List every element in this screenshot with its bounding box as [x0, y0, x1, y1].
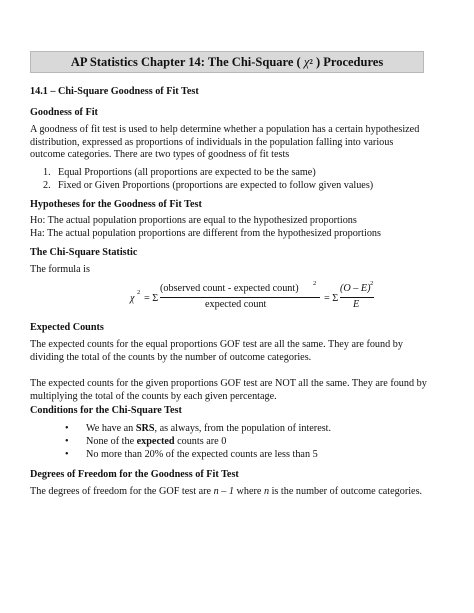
paragraph-line: The expected counts for the given proportions GOF test are NOT all the same. They are found by — [30, 378, 427, 389]
condition-emphasis: SRS — [135, 423, 155, 434]
formula-chi: χ — [130, 293, 135, 304]
formula-denominator-2: E — [353, 299, 360, 310]
chi-square-formula — [130, 280, 374, 322]
paragraph-line: distribution, expressed as proportions of individuals in the population falling into various — [30, 136, 394, 148]
formula-sum-2: = Σ — [324, 293, 339, 304]
expected-counts-heading: Expected Counts — [30, 322, 104, 333]
formula-intro: The formula is — [30, 264, 90, 275]
formula-numerator-1: (observed count - expected count) — [160, 283, 299, 294]
goodness-of-fit-heading: Goodness of Fit — [30, 107, 98, 118]
hypotheses-heading: Hypotheses for the Goodness of Fit Test — [30, 199, 202, 210]
degrees-of-freedom-text — [30, 486, 440, 499]
alternative-hypothesis: Ha: The actual population proportions are different from the hypothesized proportions — [30, 228, 381, 239]
bullet-icon: • — [65, 449, 69, 460]
formula-numerator-1-exponent: 2 — [313, 280, 317, 287]
bullet-icon: • — [65, 423, 69, 434]
df-text: The degrees of freedom for the GOF test are — [30, 486, 214, 497]
list-item-text: Equal Proportions (all proportions are expected to be the same) — [58, 167, 316, 178]
paragraph-line: outcome categories. There are two types of goodness of fit tests — [30, 149, 290, 161]
bullet-icon: • — [65, 436, 69, 447]
degrees-of-freedom-heading: Degrees of Freedom for the Goodness of Fit Test — [30, 469, 239, 480]
title-chi-symbol: χ — [303, 54, 310, 69]
title-chi-exponent: 2 — [309, 58, 313, 66]
list-item-text: Fixed or Given Proportions (proportions are expected to follow given values) — [58, 180, 374, 191]
condition-text: We have an — [86, 423, 136, 434]
page-title — [30, 51, 424, 73]
formula-numerator-2-exponent: 2 — [370, 280, 374, 287]
condition-text: No more than 20% of the expected counts are less than 5 — [86, 449, 318, 460]
condition-text: None of the — [86, 436, 137, 447]
paragraph-line: The expected counts for the equal proportions GOF test are all the same. They are found by — [30, 339, 403, 350]
title-suffix: ) Procedures — [315, 54, 384, 69]
df-text: is the number of outcome categories. — [269, 486, 423, 497]
list-number: 1. — [43, 167, 51, 178]
fraction-bar — [340, 297, 374, 298]
list-number: 2. — [43, 180, 51, 191]
section-heading: 14.1 – Chi-Square Goodness of Fit Test — [30, 86, 199, 97]
paragraph-line: multiplying the total of the counts by each given percentage. — [30, 390, 277, 402]
df-variable: n — [263, 486, 270, 497]
goodness-of-fit-paragraph — [30, 124, 440, 162]
df-text: where — [233, 486, 264, 497]
formula-denominator-1: expected count — [205, 299, 267, 310]
condition-emphasis: expected — [136, 436, 175, 447]
expected-counts-paragraph-1 — [30, 339, 440, 364]
df-expression: n – 1 — [213, 486, 234, 497]
title-prefix: AP Statistics Chapter 14: The Chi-Square ( — [70, 54, 301, 69]
paragraph-line: A goodness of fit test is used to help determine whether a population has a certain hypothesized — [30, 124, 420, 135]
condition-text: counts are 0 — [174, 436, 227, 447]
formula-sum-1: = Σ — [144, 293, 159, 304]
chi-square-statistic-heading: The Chi-Square Statistic — [30, 247, 138, 258]
condition-expected-nonzero — [86, 436, 226, 449]
null-hypothesis: Ho: The actual population proportions are equal to the hypothesized proportions — [30, 215, 357, 226]
fraction-bar — [160, 297, 320, 298]
formula-numerator-2: (O – E) — [340, 283, 371, 294]
formula-chi-exponent: 2 — [137, 289, 141, 296]
paragraph-line: dividing the total of the counts by the number of outcome categories. — [30, 351, 312, 363]
conditions-heading: Conditions for the Chi-Square Test — [30, 405, 182, 416]
condition-text: , as always, from the population of interest. — [154, 423, 332, 434]
condition-srs — [86, 423, 331, 436]
expected-counts-paragraph-2 — [30, 378, 440, 403]
